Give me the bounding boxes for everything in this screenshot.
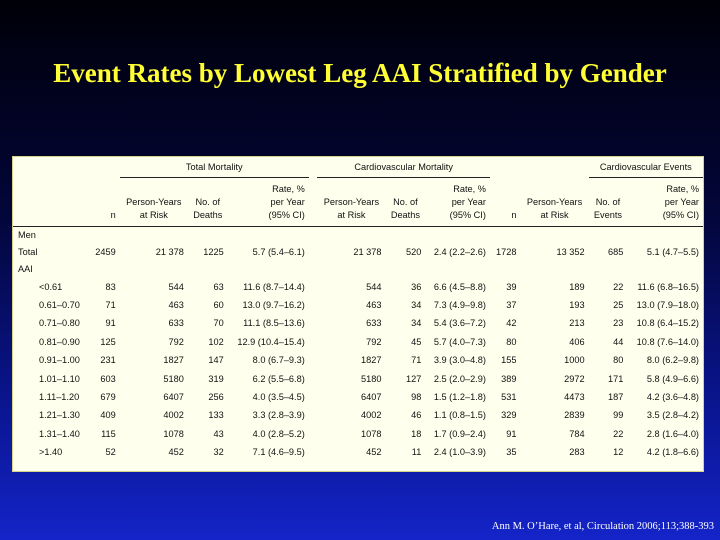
- table-cell: 22: [613, 428, 624, 439]
- table-cell: 685: [608, 247, 624, 258]
- table-cell: 256: [208, 391, 224, 402]
- table-cell: 18: [411, 428, 422, 439]
- table-cell: 1827: [360, 355, 382, 366]
- row-label: <0.61: [39, 281, 63, 292]
- subsection-label: AAI: [18, 264, 33, 275]
- table-cell: 13.0 (9.7–16.2): [242, 299, 305, 310]
- table-cell: 13 352: [556, 247, 585, 258]
- table-cell: 115: [101, 428, 116, 439]
- table-cell: 102: [208, 336, 224, 347]
- event-rates-table: [12, 156, 704, 472]
- table-cell: 5180: [163, 373, 184, 384]
- table-cell: 2459: [95, 247, 116, 258]
- col-header-deaths: No. of Deaths: [385, 178, 425, 227]
- table-row: [13, 443, 703, 461]
- table-cell: 2839: [564, 410, 585, 421]
- section-row-men: [13, 227, 703, 244]
- row-label: 1.01–1.10: [39, 373, 80, 384]
- table-cell: 3.5 (2.8–4.2): [646, 410, 699, 421]
- table-cell: 283: [569, 447, 585, 458]
- table-cell: 45: [411, 336, 422, 347]
- table-cell: 4002: [360, 410, 382, 421]
- table-cell: 544: [168, 281, 184, 292]
- table-cell: 70: [213, 318, 224, 329]
- row-label: 1.11–1.20: [39, 391, 80, 402]
- row-label: 1.21–1.30: [39, 410, 80, 421]
- col-header-person-years: Person-Years at Risk: [120, 178, 188, 227]
- col-header-person-years: Person-Years at Risk: [317, 178, 385, 227]
- row-label: 0.81–0.90: [39, 336, 80, 347]
- row-label: Total: [18, 247, 38, 258]
- table-cell: 4.2 (1.8–6.6): [646, 447, 699, 458]
- table-cell: 127: [405, 373, 422, 384]
- table-cell: 5.7 (5.4–6.1): [252, 247, 305, 258]
- table-cell: 463: [366, 299, 382, 310]
- group-header-total-mortality: Total Mortality: [120, 157, 309, 178]
- table-cell: 8.0 (6.7–9.3): [252, 355, 305, 366]
- table-cell: 187: [608, 391, 624, 402]
- table-cell: 792: [168, 336, 184, 347]
- col-header-n: n: [89, 178, 120, 227]
- table-cell: 7.3 (4.9–9.8): [433, 299, 486, 310]
- table-row: [13, 369, 703, 387]
- table-cell: 2.4 (2.2–2.6): [433, 247, 486, 258]
- table-cell: 21 378: [353, 247, 382, 258]
- table-cell: 1078: [163, 428, 184, 439]
- table-cell: 34: [411, 299, 422, 310]
- table-cell: 37: [506, 299, 517, 310]
- table-cell: 679: [100, 391, 116, 402]
- row-label: 1.31–1.40: [39, 428, 80, 439]
- col-header-deaths: No. of Deaths: [188, 178, 228, 227]
- table-row: [13, 296, 703, 314]
- table-cell: 4.0 (2.8–5.2): [252, 428, 305, 439]
- row-label: 0.61–0.70: [39, 299, 80, 310]
- table-cell: 147: [208, 355, 224, 366]
- table-cell: 80: [506, 336, 517, 347]
- table-cell: 80: [613, 355, 624, 366]
- row-label: >1.40: [39, 447, 63, 458]
- group-header-row: [13, 157, 703, 178]
- table-cell: 213: [569, 318, 585, 329]
- table-cell: 25: [613, 299, 624, 310]
- table-cell: 319: [208, 373, 224, 384]
- table-cell: 42: [506, 318, 517, 329]
- table-cell: 11.6 (6.8–16.5): [637, 281, 699, 292]
- table-cell: 12.9 (10.4–15.4): [237, 336, 305, 347]
- col-header-rate: Rate, % per Year (95% CI): [425, 178, 490, 227]
- table-row: [13, 351, 703, 369]
- table-cell: 8.0 (6.2–9.8): [646, 355, 699, 366]
- table-row: [13, 277, 703, 295]
- table-cell: 4.2 (3.6–4.8): [646, 391, 699, 402]
- table-cell: 5.1 (4.7–5.5): [646, 247, 699, 258]
- table-row: [13, 425, 703, 443]
- table-cell: 22: [613, 281, 624, 292]
- group-header-cv-events: Cardiovascular Events: [589, 157, 703, 178]
- table-cell: 21 378: [155, 247, 184, 258]
- table-row-total: [13, 243, 703, 261]
- table-cell: 99: [613, 410, 624, 421]
- table-cell: 6.2 (5.5–6.8): [252, 373, 305, 384]
- table-cell: 35: [506, 447, 517, 458]
- col-header-rate: Rate, % per Year (95% CI): [228, 178, 309, 227]
- table-cell: 520: [405, 247, 422, 258]
- table-cell: 2.4 (1.0–3.9): [433, 447, 486, 458]
- table-cell: 2.5 (2.0–2.9): [433, 373, 486, 384]
- table-cell: 46: [411, 410, 422, 421]
- table-cell: 5.7 (4.0–7.3): [433, 336, 486, 347]
- table-cell: 5.4 (3.6–7.2): [433, 318, 486, 329]
- table-cell: 1000: [564, 355, 585, 366]
- column-header-row: [13, 178, 703, 227]
- data-table: [13, 157, 703, 461]
- col-header-person-years: Person-Years at Risk: [521, 178, 589, 227]
- table-cell: 11: [411, 447, 422, 458]
- table-cell: 39: [506, 281, 517, 292]
- table-cell: 4002: [163, 410, 184, 421]
- table-cell: 1225: [203, 247, 224, 258]
- table-cell: 6407: [163, 391, 184, 402]
- table-cell: 193: [569, 299, 585, 310]
- table-cell: 792: [366, 336, 382, 347]
- table-cell: 633: [168, 318, 184, 329]
- table-cell: 43: [213, 428, 224, 439]
- table-cell: 155: [501, 355, 517, 366]
- table-cell: 409: [100, 410, 116, 421]
- section-label: Men: [18, 230, 36, 240]
- table-cell: 452: [168, 447, 184, 458]
- table-cell: 91: [506, 428, 517, 439]
- table-row: [13, 388, 703, 406]
- table-cell: 329: [501, 410, 517, 421]
- table-cell: 4.0 (3.5–4.5): [252, 391, 305, 402]
- citation: Ann M. O’Hare, et al, Circulation 2006;113;388-393: [491, 521, 714, 532]
- col-header-n: n: [490, 178, 521, 227]
- table-cell: 23: [613, 318, 624, 329]
- subsection-row-aai: [13, 261, 703, 277]
- row-label: 0.71–0.80: [39, 318, 80, 329]
- table-row: [13, 333, 703, 351]
- table-cell: 3.3 (2.8–3.9): [252, 410, 305, 421]
- table-cell: 603: [100, 373, 116, 384]
- table-cell: 1728: [496, 247, 517, 258]
- table-cell: 71: [411, 355, 422, 366]
- table-cell: 60: [213, 299, 224, 310]
- table-cell: 11.6 (8.7–14.4): [243, 281, 305, 292]
- table-cell: 4473: [564, 391, 585, 402]
- table-cell: 133: [208, 410, 224, 421]
- table-cell: 171: [608, 373, 624, 384]
- slide-title: Event Rates by Lowest Leg AAI Stratified by Gender: [53, 58, 667, 88]
- table-cell: 34: [411, 318, 422, 329]
- table-cell: 63: [213, 281, 224, 292]
- table-cell: 389: [501, 373, 517, 384]
- table-cell: 36: [411, 281, 422, 292]
- table-cell: 11.1 (8.5–13.6): [243, 318, 305, 329]
- table-cell: 2.8 (1.6–4.0): [646, 428, 699, 439]
- table-cell: 406: [569, 336, 585, 347]
- table-cell: 44: [613, 336, 624, 347]
- row-label: 0.91–1.00: [39, 355, 80, 366]
- table-cell: 784: [569, 428, 585, 439]
- table-cell: 5.8 (4.9–6.6): [646, 373, 699, 384]
- table-cell: 10.8 (6.4–15.2): [636, 318, 699, 329]
- table-cell: 83: [105, 281, 116, 292]
- table-cell: 91: [105, 318, 116, 329]
- table-cell: 7.1 (4.6–9.5): [252, 447, 305, 458]
- table-cell: 5180: [360, 373, 382, 384]
- table-cell: 1078: [360, 428, 382, 439]
- table-cell: 13.0 (7.9–18.0): [636, 299, 699, 310]
- table-cell: 3.9 (3.0–4.8): [433, 355, 486, 366]
- table-cell: 32: [213, 447, 224, 458]
- table-cell: 1.5 (1.2–1.8): [433, 391, 486, 402]
- table-cell: 1.1 (0.8–1.5): [433, 410, 486, 421]
- table-cell: 6407: [360, 391, 382, 402]
- table-cell: 12: [613, 447, 624, 458]
- table-cell: 10.8 (7.6–14.0): [636, 336, 699, 347]
- col-header-rate: Rate, % per Year (95% CI): [627, 178, 703, 227]
- table-cell: 1827: [163, 355, 184, 366]
- table-cell: 71: [105, 299, 116, 310]
- table-cell: 2972: [564, 373, 585, 384]
- table-cell: 463: [168, 299, 184, 310]
- table-cell: 531: [501, 391, 517, 402]
- table-cell: 633: [366, 318, 382, 329]
- table-cell: 52: [105, 447, 116, 458]
- table-cell: 544: [366, 281, 382, 292]
- table-row: [13, 406, 703, 424]
- table-cell: 231: [100, 355, 116, 366]
- table-cell: 452: [366, 447, 382, 458]
- table-cell: 6.6 (4.5–8.8): [433, 281, 486, 292]
- table-cell: 125: [100, 336, 116, 347]
- col-header-events: No. of Events: [589, 178, 628, 227]
- table-row: [13, 314, 703, 332]
- table-cell: 189: [569, 281, 585, 292]
- table-cell: 98: [411, 391, 422, 402]
- group-header-cv-mortality: Cardiovascular Mortality: [317, 157, 490, 178]
- table-cell: 1.7 (0.9–2.4): [433, 428, 486, 439]
